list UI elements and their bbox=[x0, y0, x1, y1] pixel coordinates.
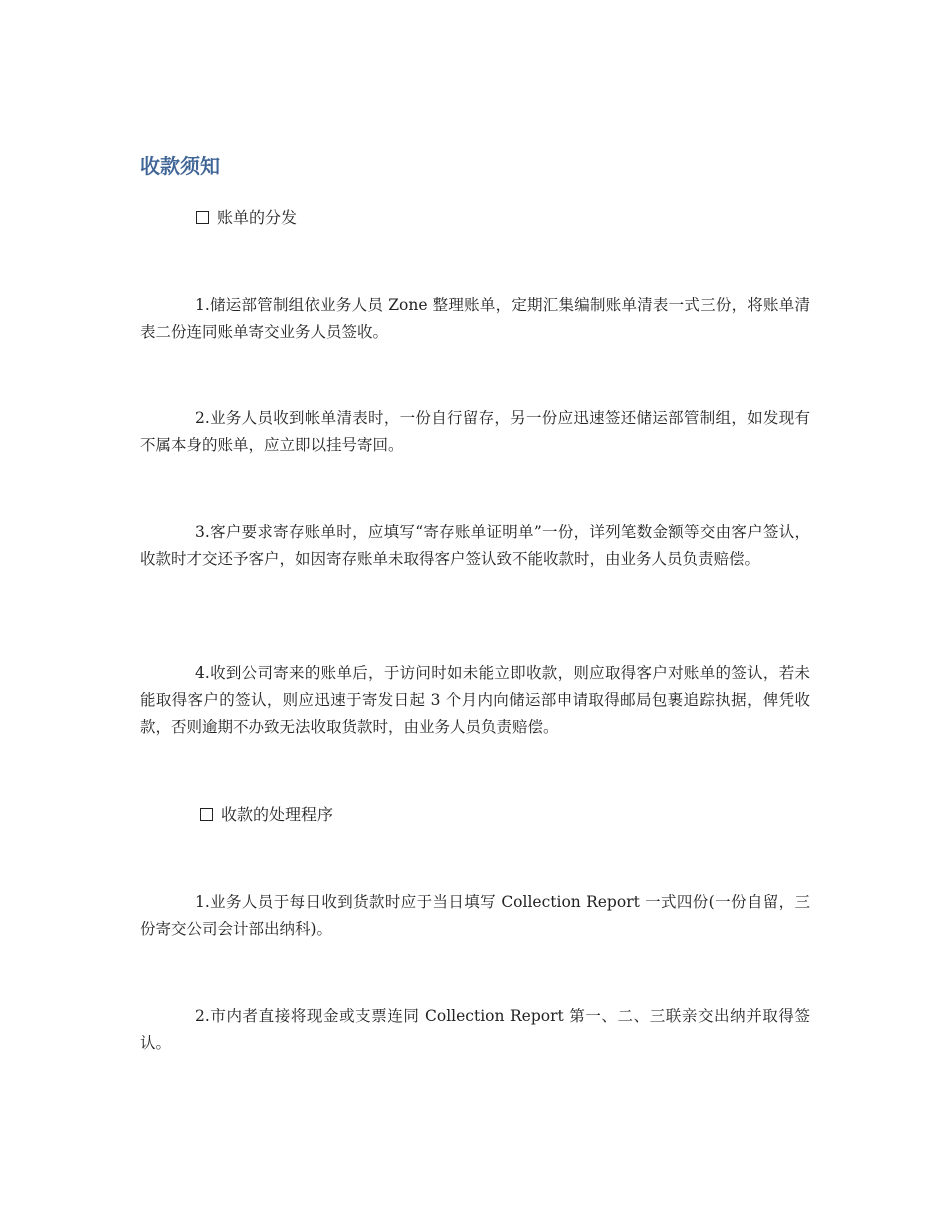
section-heading-collection-procedure bbox=[200, 805, 333, 825]
page-title: 收款须知 bbox=[140, 154, 220, 178]
paragraph: 2.市内者直接将现金或支票连同 Collection Report 第一、二、三联亲交出纳并取得签认。 bbox=[140, 1007, 810, 1052]
paragraph: 2.业务人员收到帐单清表时，一份自行留存，另一份应迅速签还储运部管制组，如发现有不属本身的账单，应立即以挂号寄回。 bbox=[140, 409, 810, 454]
section-heading-label: 账单的分发 bbox=[217, 208, 298, 227]
checkbox-icon bbox=[196, 211, 209, 224]
paragraph: 3.客户要求寄存账单时，应填写“寄存账单证明单”一份，详列笔数金额等交由客户签认，收款时才交还予客户，如因寄存账单未取得客户签认致不能收款时，由业务人员负责赔偿。 bbox=[140, 523, 810, 568]
paragraph: 1.储运部管制组依业务人员 Zone 整理账单，定期汇集编制账单清表一式三份，将账单清表二份连同账单寄交业务人员签收。 bbox=[140, 296, 810, 341]
paragraph: 1.业务人员于每日收到货款时应于当日填写 Collection Report 一式四份(一份自留，三份寄交公司会计部出纳科)。 bbox=[140, 893, 810, 938]
section-heading-label: 收款的处理程序 bbox=[221, 805, 334, 824]
checkbox-icon bbox=[200, 808, 213, 821]
paragraph: 4.收到公司寄来的账单后，于访问时如未能立即收款，则应取得客户对账单的签认，若未能取得客户的签认，则应迅速于寄发日起 3 个月内向储运部申请取得邮局包裹追踪执据，俾凭收款，否则逾期不办致无法收取货款时，由业务人员负责赔偿。 bbox=[140, 664, 810, 736]
section-heading-bill-distribution bbox=[196, 208, 297, 228]
